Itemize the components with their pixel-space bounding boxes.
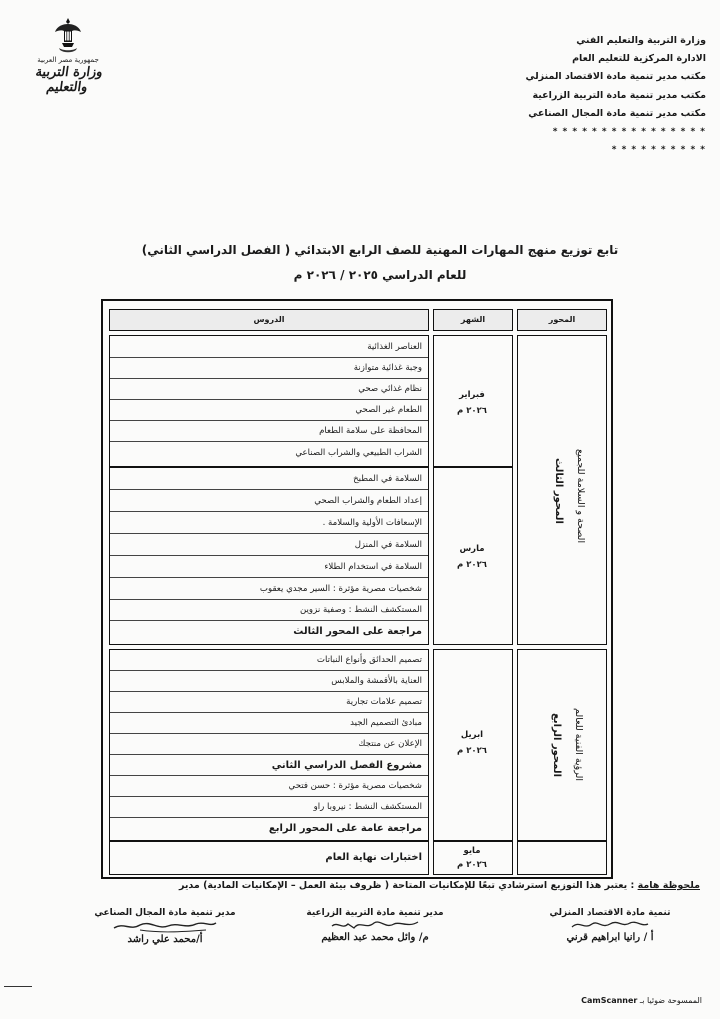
lesson-item: السلامة في استخدام الطلاء [110,556,428,578]
lesson-item: الإسعافات الأولية والسلامة . [110,512,428,534]
axis-name: المحور الرابع [551,712,562,778]
lesson-review: مراجعة على المحور الثالث [293,626,422,637]
month-name: مارس [459,544,485,554]
lesson-exams: اختبارات نهاية العام [325,852,422,863]
lesson-item: شخصيات مصرية مؤثرة : السير مجدي يعقوب [110,578,428,600]
header-line: مكتب مدير تنمية مادة الاقتصاد المنزلي [525,71,706,83]
lesson-item: المستكشف النشط : وصفية نزوين [110,600,428,621]
signature-name: أ/محمد علي راشد [127,934,203,945]
signature-title: مدير تنمية مادة التربية الزراعية [306,908,444,918]
lessons-cell [109,467,429,645]
lesson-item: الشراب الطبيعي والشراب الصناعي [295,448,422,458]
eagle-emblem-icon [53,16,83,54]
month-cell [433,467,513,645]
axis-topic: الرؤية الفنية للعالم [573,708,584,782]
header-line: الادارة المركزية للتعليم العام [572,53,706,65]
header-line: مكتب مدير تنمية مادة التربية الزراعية [532,89,706,101]
lessons-cell [109,649,429,841]
lesson-item: تصميم علامات تجارية [110,692,428,713]
month-cell [433,335,513,467]
signature-agriculture [280,908,470,943]
signature-title: مدير تنمية مادة المجال الصناعي [94,908,236,918]
month-cell [433,649,513,841]
logo-top-text: جمهورية مصر العربية [37,56,99,64]
camscanner-footer [581,996,702,1005]
header-month: الشهر [433,309,513,331]
signature-title: تنمية مادة الاقتصاد المنزلي [549,908,671,918]
month-year: ٢٠٢٦ م [457,406,487,416]
month-name: فبراير [459,390,485,400]
handwritten-signature-icon [570,918,650,932]
signature-name: م/ وائل محمد عبد العظيم [321,932,429,943]
handwritten-signature-icon [330,918,420,932]
lesson-item: إعداد الطعام والشراب الصحي [110,490,428,512]
month-name: مايو [463,846,481,856]
lesson-item: المحافظة على سلامة الطعام [110,421,428,442]
note-text: : يعتبر هذا التوزيع استرشادي تبعًا للإمكانيات المتاحة ( ظروف بيئة العمل – الإمكانيات المادية) مدير [178,880,635,891]
header-block [446,32,706,159]
document-subtitle: للعام الدراسي ٢٠٢٥ / ٢٠٢٦ م [293,268,467,282]
handwritten-signature-icon [110,918,220,934]
lessons-cell [109,335,429,467]
lesson-item: المستكشف النشط : نيروبا راو [110,797,428,818]
month-year: ٢٠٢٦ م [457,560,487,570]
footer-brand: CamScanner [581,996,638,1005]
month-year: ٢٠٢٦ م [457,746,487,756]
lesson-item: العناية بالأقمشة والملابس [110,671,428,692]
lesson-item: وجبة غذائية متوازنة [110,358,428,379]
header-line: مكتب مدير تنمية مادة المجال الصناعي [528,107,706,119]
signature-home-economics [520,908,700,943]
ministry-logo [18,16,118,95]
signature-name: أ / رانيا ابراهيم قرني [566,932,654,943]
footer-prefix: الممسوحة ضوئيا بـ [639,996,702,1005]
lesson-item: السلامة في المنزل [110,534,428,556]
header-axis: المحور [517,309,607,331]
lesson-item: نظام غذائي صحي [110,379,428,400]
important-note [40,880,700,891]
month-name: ابريل [460,730,484,740]
signature-industrial [70,908,260,945]
lesson-item: تصميم الحدائق وأنواع النباتات [110,650,428,671]
lesson-item: السلامة في المطبخ [110,468,428,490]
document-title: تابع توزيع منهج المهارات المهنية للصف الرابع الابتدائي ( الفصل الدراسي الثاني) [141,243,619,257]
lesson-item: الطعام غير الصحي [110,400,428,421]
lesson-item: شخصيات مصرية مؤثرة : حسن فتحي [110,776,428,797]
axis-cell-empty [517,841,607,875]
month-year: ٢٠٢٦ م [457,860,487,870]
header-line: وزارة التربية والتعليم الفني [576,35,706,46]
axis-cell [517,649,607,841]
curriculum-table [101,299,613,879]
lesson-project: مشروع الفصل الدراسي الثاني [110,755,428,776]
lessons-cell [109,841,429,875]
lesson-item: العناصر الغذائية [110,336,428,358]
note-label: ملحوظة هامة [637,880,700,891]
header-stars: * * * * * * * * * * * * * * * * * * * * * * * * * * [552,127,706,156]
month-cell [433,841,513,875]
lesson-review: مراجعة عامة على المحور الرابع [268,823,422,834]
logo-main-text: وزارة التربية والتعليم [34,65,104,95]
lesson-item: الإعلان عن منتجك [110,734,428,755]
edge-mark [4,986,32,987]
axis-name: المحور الثالث [553,458,564,524]
lesson-item: مبادئ التصميم الجيد [110,713,428,734]
axis-cell [517,335,607,645]
header-lessons: الدروس [109,309,429,331]
axis-topic: الصحة و السلامة للجميع [575,448,586,544]
